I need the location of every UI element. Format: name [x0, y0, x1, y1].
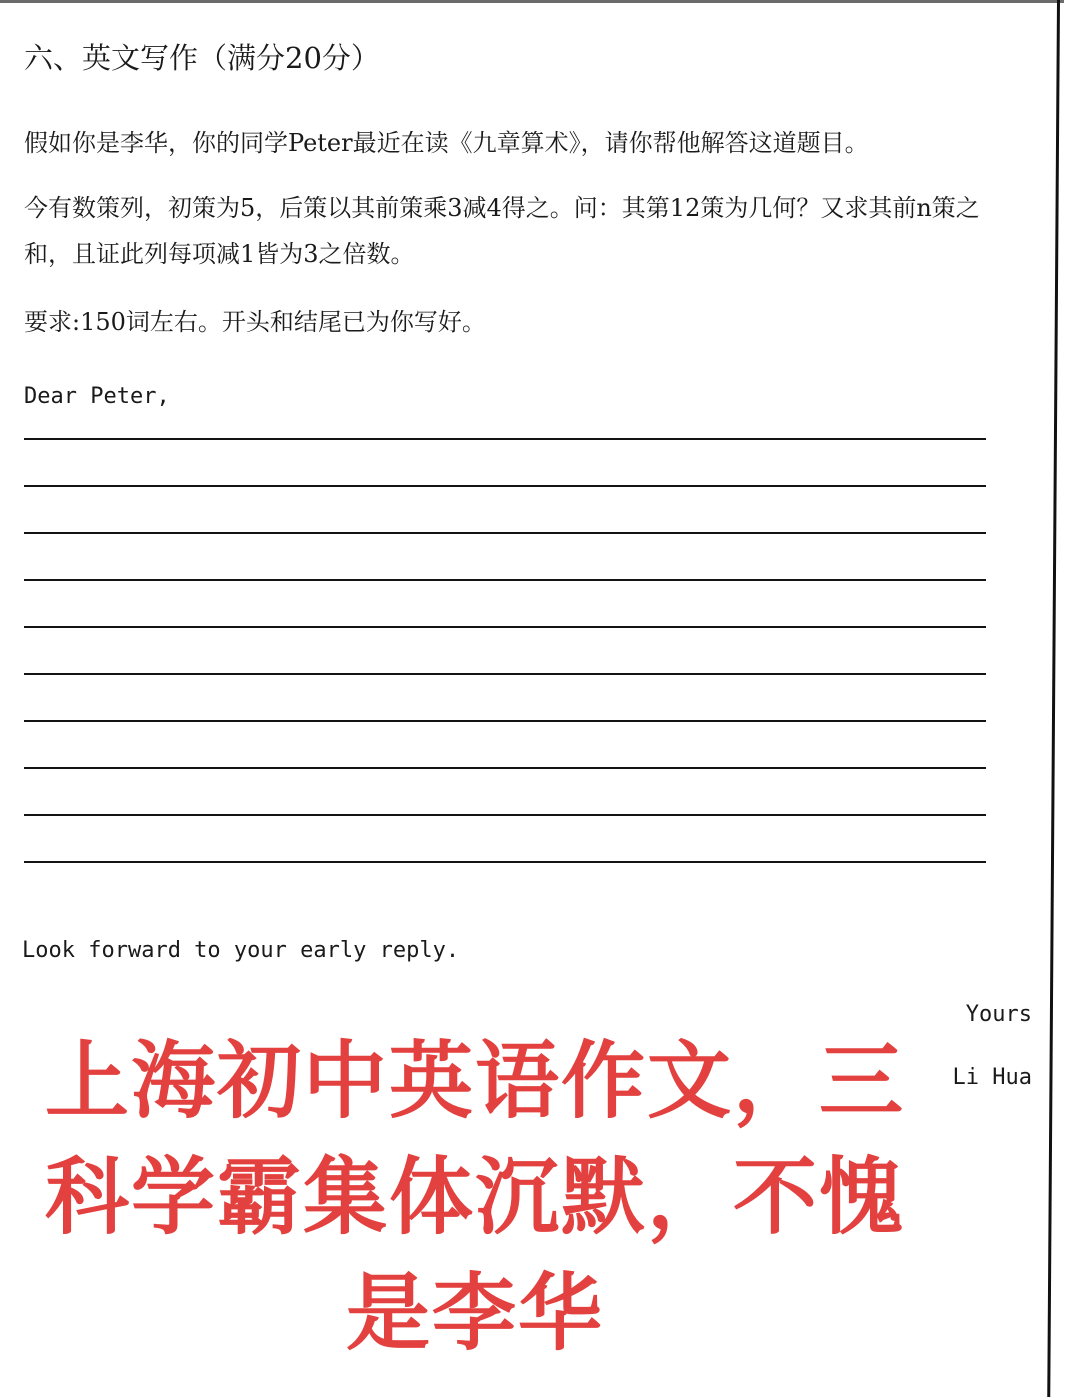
letter-signature: Li Hua — [952, 1065, 1032, 1090]
prompt-requirement: 要求:150词左右。开头和结尾已为你写好。 — [24, 308, 486, 336]
answer-line[interactable] — [24, 814, 986, 816]
answer-line[interactable] — [24, 720, 986, 722]
prompt-problem: 今有数策列，初策为5，后策以其前策乘3减4得之。问：其第12策为几何？又求其前n策之和，且证此列每项减1皆为3之倍数。 — [24, 194, 980, 268]
answer-line[interactable] — [24, 767, 986, 769]
answer-line[interactable] — [24, 579, 986, 581]
answer-line[interactable] — [24, 485, 986, 487]
answer-line[interactable] — [24, 673, 986, 675]
answer-line[interactable] — [24, 861, 986, 863]
answer-line[interactable] — [24, 532, 986, 534]
letter-closing: Look forward to your early reply. — [22, 938, 460, 963]
answer-line[interactable] — [24, 626, 986, 628]
prompt-intro: 假如你是李华，你的同学Peter最近在读《九章算术》，请你帮他解答这道题目。 — [24, 129, 869, 157]
paper-top-border — [0, 0, 1064, 3]
paper-right-border — [1047, 0, 1060, 1397]
overlay-caption: 上海初中英语作文，三科学霸集体沉默，不愧是李华 — [44, 1032, 905, 1362]
letter-signoff: Yours — [965, 1002, 1032, 1027]
answer-line[interactable] — [24, 438, 986, 440]
letter-greeting: Dear Peter, — [24, 384, 170, 409]
section-heading: 六、英文写作（满分20分） — [24, 41, 380, 75]
